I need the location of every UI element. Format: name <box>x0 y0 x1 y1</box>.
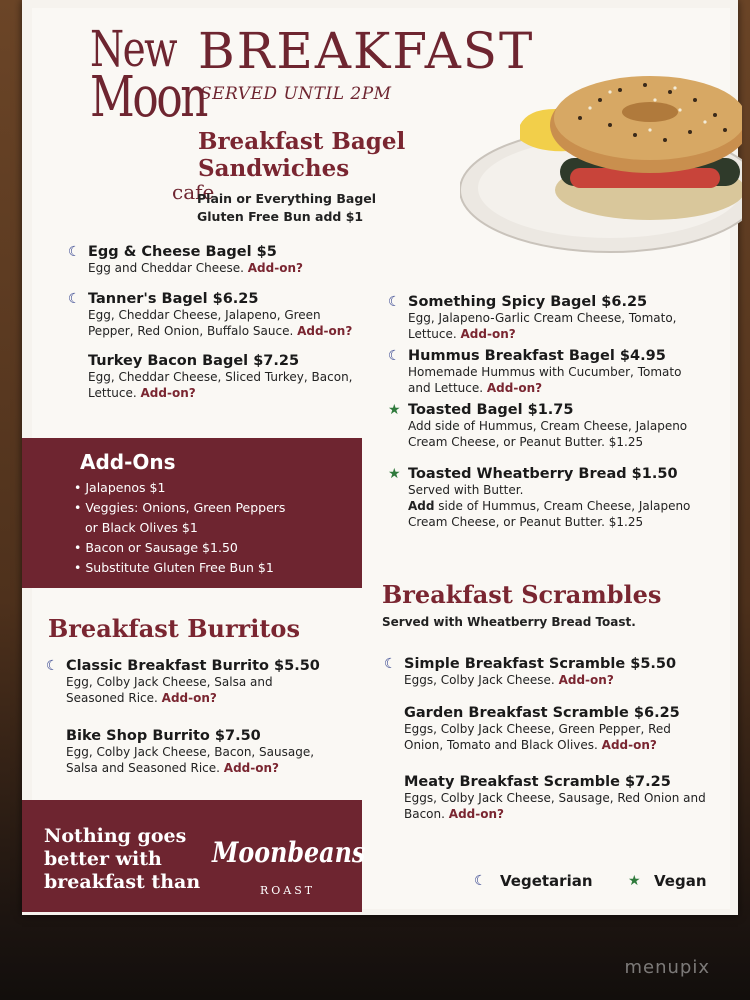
menu-item-classic-breakfast-burrito <box>46 658 356 706</box>
item-desc <box>384 721 699 753</box>
add-on-link[interactable]: Add-on? <box>448 807 504 821</box>
star-icon: ★ <box>388 402 401 418</box>
moon-icon: ☾ <box>474 873 487 889</box>
item-name: Toasted Bagel $1.75 <box>408 402 574 418</box>
bagel-note <box>197 190 397 226</box>
menu-page <box>32 8 730 909</box>
legend-vegetarian-label: Vegetarian <box>500 872 593 890</box>
logo <box>90 20 207 130</box>
item-desc-bold: Add <box>408 499 435 513</box>
addons-title: Add-Ons <box>80 450 176 474</box>
item-desc-text: Egg and Cheddar Cheese. <box>88 261 244 275</box>
item-name: Toasted Wheatberry Bread $1.50 <box>408 466 678 482</box>
item-desc: Add side of Hummus, Cream Cheese, Jalapeno Cream Cheese, or Peanut Butter. $1.25 <box>408 419 688 449</box>
moon-icon: ☾ <box>68 291 81 307</box>
bagel-photo <box>460 30 742 258</box>
legend-vegetarian <box>474 872 593 890</box>
menu-item-meaty-breakfast-scramble <box>384 774 714 822</box>
menu-item-bike-shop-burrito <box>46 728 356 776</box>
menu-item-simple-breakfast-scramble <box>384 656 714 688</box>
star-icon: ★ <box>388 466 401 482</box>
item-desc-text: Eggs, Colby Jack Cheese, Green Pepper, Red Onion, Tomato and Black Olives. <box>404 722 671 752</box>
menu-item-turkey-bacon-bagel <box>68 353 368 401</box>
logo-line-2: Moon <box>90 65 207 130</box>
logo-cafe: cafe <box>172 180 215 204</box>
item-desc <box>68 260 368 276</box>
item-name: Tanner's Bagel $6.25 <box>88 291 259 307</box>
menu-item-something-spicy-bagel <box>388 294 708 342</box>
item-desc <box>68 307 368 339</box>
item-name: Egg & Cheese Bagel $5 <box>88 244 277 260</box>
menu-sheet <box>22 0 738 915</box>
moon-icon: ☾ <box>388 348 401 364</box>
page-title: BREAKFAST <box>198 22 535 80</box>
item-desc <box>68 369 368 401</box>
moonbeans-logo: Moonbeans <box>212 836 366 869</box>
add-on-link[interactable]: Add-on? <box>223 761 279 775</box>
item-desc-text: Homemade Hummus with Cucumber, Tomato and Lettuce. <box>408 365 682 395</box>
addon-item: • Jalapenos $1 <box>74 480 166 495</box>
item-desc-text: Eggs, Colby Jack Cheese. <box>404 673 555 687</box>
add-on-link[interactable]: Add-on? <box>247 261 303 275</box>
bagel-section-heading: Breakfast Bagel Sandwiches <box>198 128 406 182</box>
item-name: Turkey Bacon Bagel $7.25 <box>88 353 300 369</box>
add-on-link[interactable]: Add-on? <box>601 738 657 752</box>
item-name: Meaty Breakfast Scramble $7.25 <box>404 774 671 790</box>
item-desc-text: Eggs, Colby Jack Cheese, Sausage, Red Onion and Bacon. <box>404 791 706 821</box>
item-desc <box>46 674 306 706</box>
item-desc <box>388 364 698 396</box>
burritos-heading: Breakfast Burritos <box>48 614 300 643</box>
star-icon: ★ <box>628 873 641 889</box>
item-name: Garden Breakfast Scramble $6.25 <box>404 705 680 721</box>
item-desc <box>46 744 346 776</box>
item-name: Something Spicy Bagel $6.25 <box>408 294 648 310</box>
scrambles-heading: Breakfast Scrambles <box>382 580 662 609</box>
item-desc-line-2 <box>388 498 698 530</box>
served-until: SERVED UNTIL 2PM <box>200 84 392 104</box>
legend-vegan-label: Vegan <box>654 872 707 890</box>
add-on-link[interactable]: Add-on? <box>140 386 196 400</box>
bagel-note-line-1: Plain or Everything Bagel <box>197 191 377 206</box>
moonbeans-promo <box>22 800 366 912</box>
item-desc-text: Egg, Cheddar Cheese, Jalapeno, Green Pepper, Red Onion, Buffalo Sauce. <box>88 308 321 338</box>
addons-list <box>74 478 285 578</box>
item-desc-line-1: Served with Butter. <box>408 483 524 497</box>
item-desc-text: Egg, Colby Jack Cheese, Salsa and Seasoned Rice. <box>66 675 273 705</box>
addons-box <box>22 438 362 588</box>
item-desc-text: side of Hummus, Cream Cheese, Jalapeno Cream Cheese, or Peanut Butter. $1.25 <box>408 499 691 529</box>
logo-line-1: New <box>90 20 176 78</box>
add-on-link[interactable]: Add-on? <box>558 673 614 687</box>
add-on-link[interactable]: Add-on? <box>161 691 217 705</box>
item-desc <box>384 672 714 688</box>
add-on-link[interactable]: Add-on? <box>460 327 516 341</box>
item-desc-text: Egg, Colby Jack Cheese, Bacon, Sausage, Salsa and Seasoned Rice. <box>66 745 315 775</box>
addon-item: • Veggies: Onions, Green Peppers <box>74 500 286 515</box>
moonbeans-roast: ROAST <box>260 884 316 897</box>
menu-item-tanners-bagel <box>68 291 368 339</box>
menu-item-toasted-bagel <box>388 402 708 450</box>
menupix-watermark: menupix <box>624 957 710 978</box>
legend-vegan <box>628 872 707 890</box>
item-name: Simple Breakfast Scramble $5.50 <box>404 656 677 672</box>
menu-item-egg-cheese-bagel <box>68 244 368 276</box>
item-name: Classic Breakfast Burrito $5.50 <box>66 658 320 674</box>
moon-icon: ☾ <box>384 656 397 672</box>
menu-item-garden-breakfast-scramble <box>384 705 714 753</box>
scrambles-note: Served with Wheatberry Bread Toast. <box>382 615 636 629</box>
addon-item: or Black Olives $1 <box>85 520 198 535</box>
bagel-note-line-2: Gluten Free Bun add $1 <box>197 209 364 224</box>
add-on-link[interactable]: Add-on? <box>486 381 543 395</box>
add-on-link[interactable]: Add-on? <box>297 324 353 338</box>
item-desc-text: Egg, Cheddar Cheese, Sliced Turkey, Bacon, Lettuce. <box>88 370 353 400</box>
moon-icon: ☾ <box>68 244 81 260</box>
item-desc <box>384 790 709 822</box>
item-name: Bike Shop Burrito $7.50 <box>66 728 261 744</box>
addon-item: • Substitute Gluten Free Bun $1 <box>74 560 274 575</box>
moon-icon: ☾ <box>46 658 59 674</box>
menu-item-hummus-breakfast-bagel <box>388 348 708 396</box>
promo-text: Nothing goes better with breakfast than <box>44 825 201 893</box>
menu-item-toasted-wheatberry-bread <box>388 466 708 530</box>
addon-item: • Bacon or Sausage $1.50 <box>74 540 238 555</box>
moon-icon: ☾ <box>388 294 401 310</box>
item-name: Hummus Breakfast Bagel $4.95 <box>408 348 666 364</box>
item-desc <box>388 310 698 342</box>
item-desc-text: Egg, Jalapeno-Garlic Cream Cheese, Tomato, Lettuce. <box>408 311 677 341</box>
